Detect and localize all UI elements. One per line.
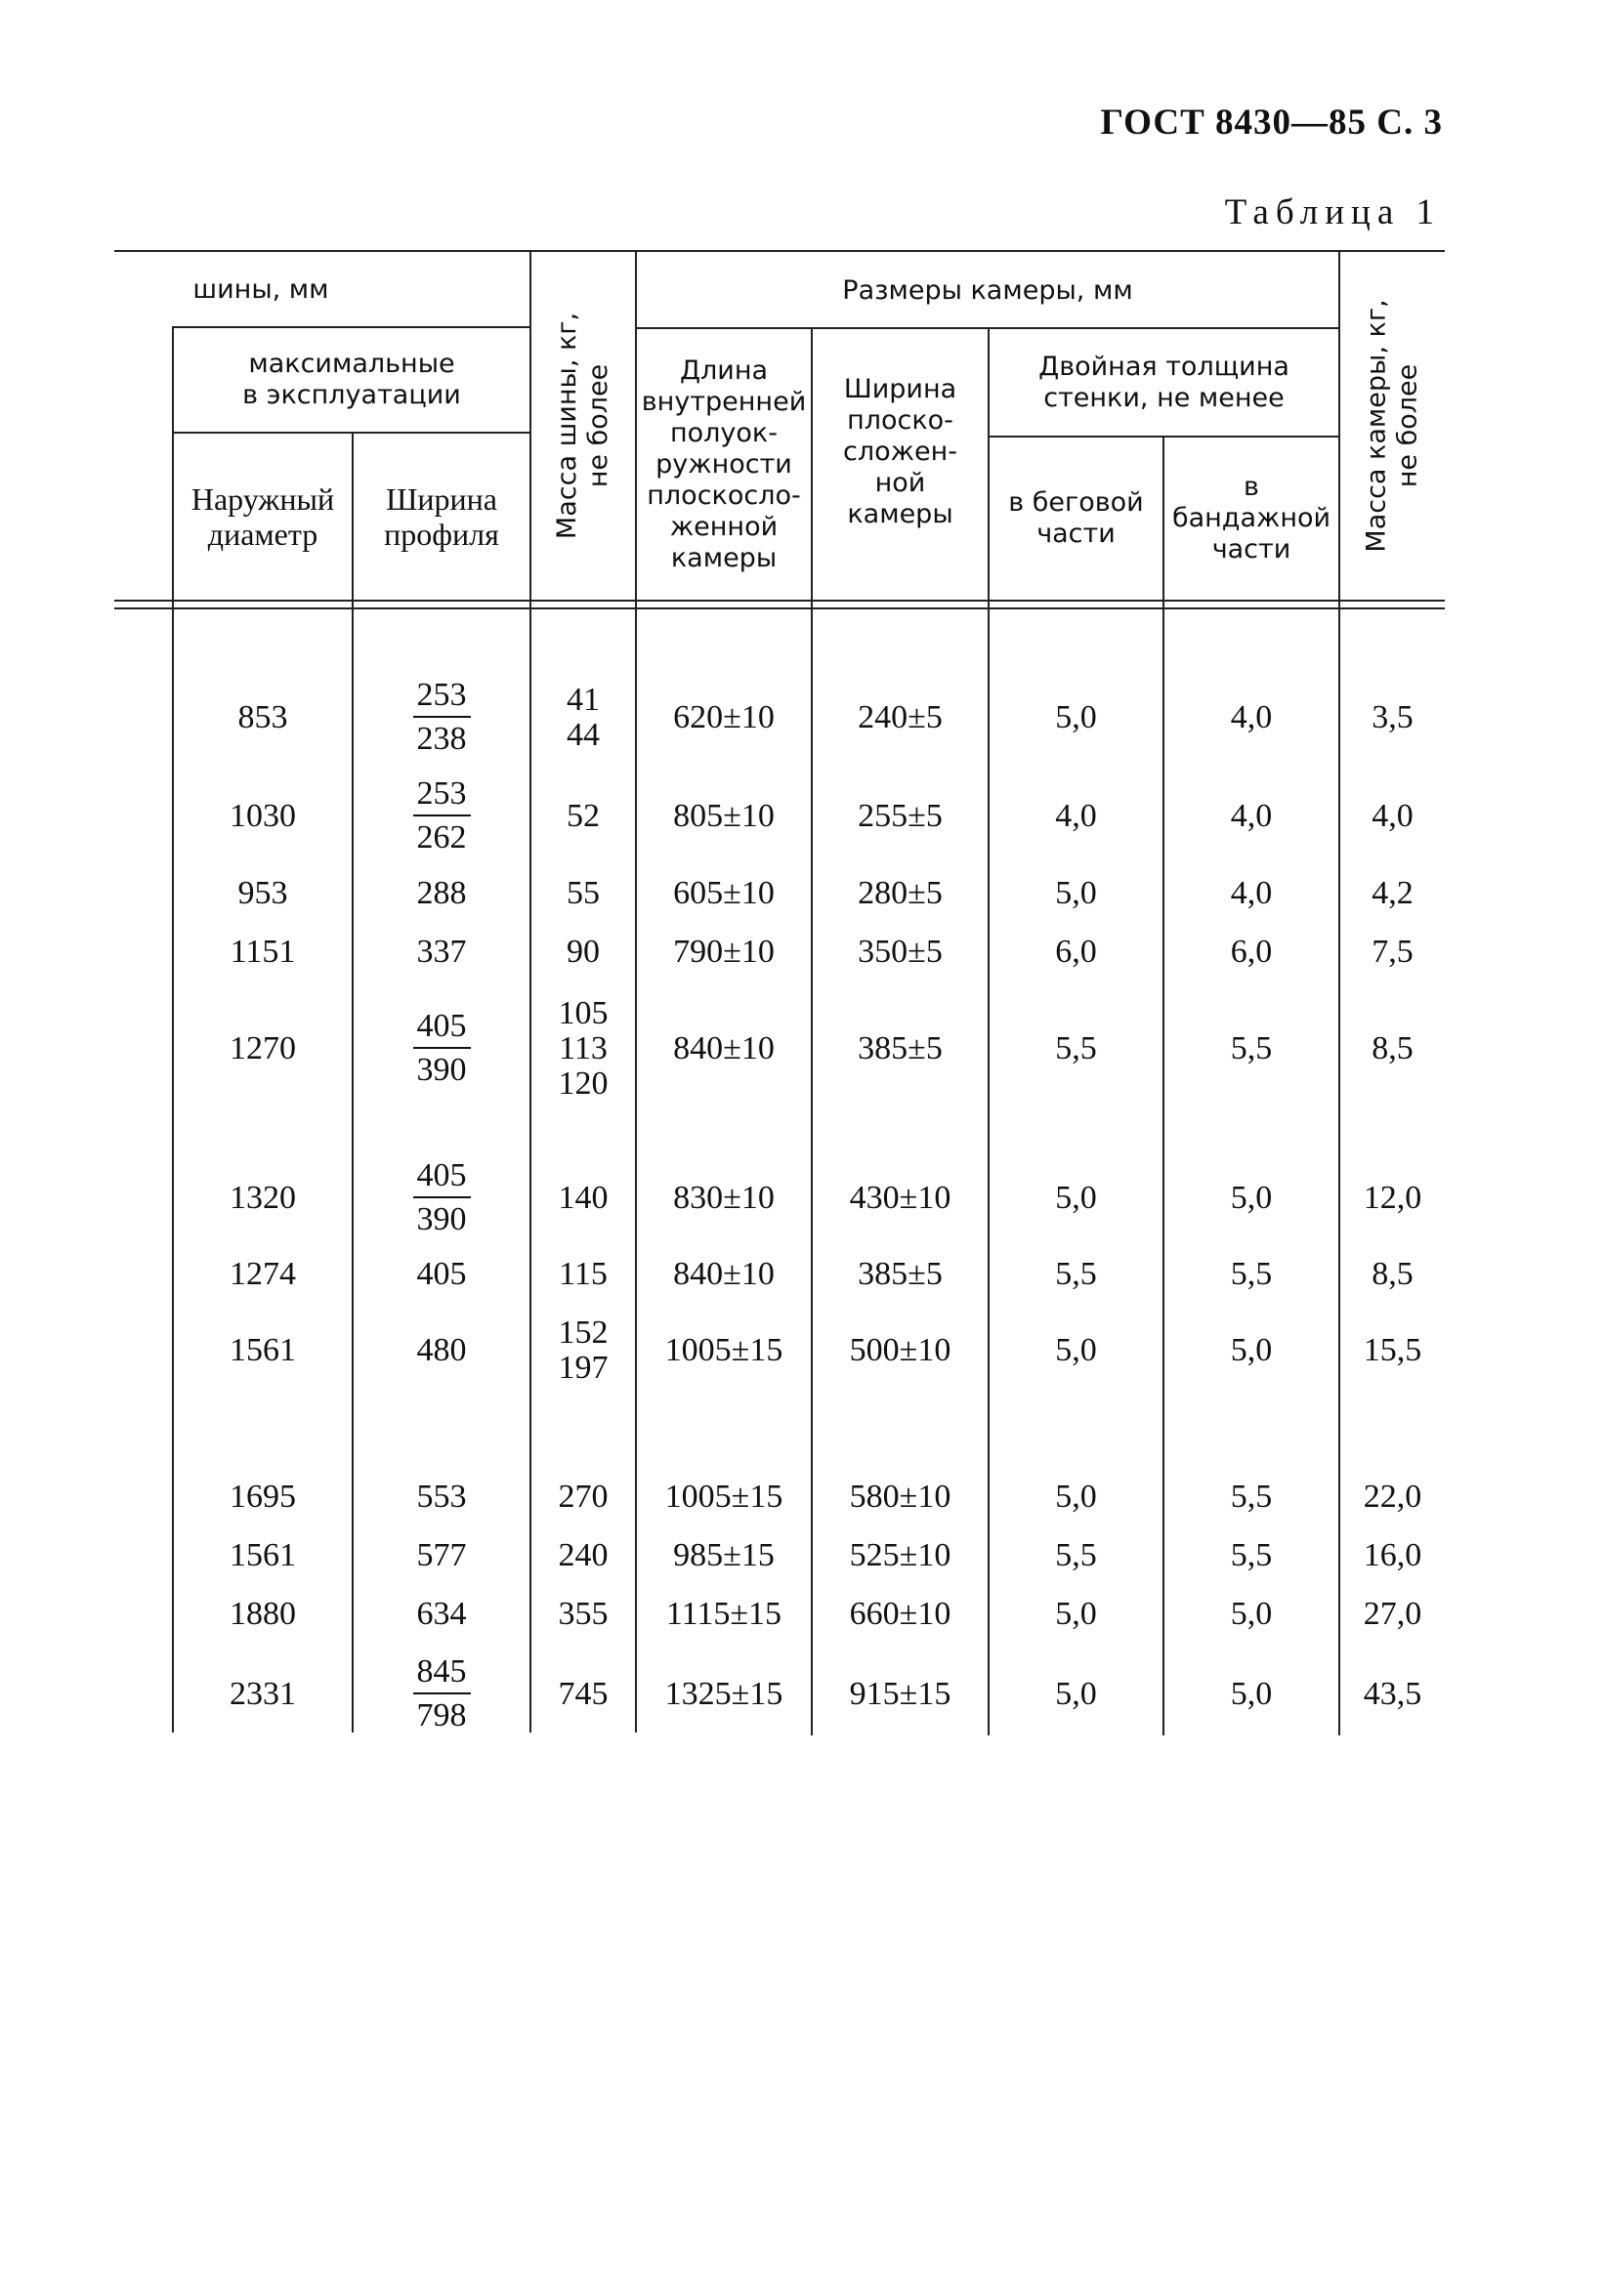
cell-value: 5,5: [1055, 1537, 1097, 1573]
value-stack: [559, 1677, 609, 1712]
stack-value: 553: [416, 1479, 467, 1515]
cell-flat: [813, 1636, 988, 1753]
cell-bead: [1164, 1292, 1338, 1409]
cell-value: 6,0: [1055, 934, 1097, 970]
cell-value: 1151: [230, 934, 296, 970]
width-denominator: 390: [416, 1052, 467, 1088]
cell-value: 5,0: [1230, 1180, 1273, 1216]
stack-value: 337: [416, 934, 467, 970]
cell-value: 280±5: [858, 875, 943, 911]
cell-tread: [990, 990, 1162, 1107]
cell-value: 255±5: [858, 798, 943, 834]
cell-value: 1005±15: [664, 1479, 783, 1515]
table-label: Таблица 1: [1224, 192, 1441, 232]
cell-value: 1005±15: [664, 1332, 783, 1368]
value-stack: [559, 996, 609, 1102]
stack-value: 355: [558, 1596, 609, 1632]
header-bottom-rule-2: [114, 607, 1445, 609]
width-numerator: 405: [413, 1157, 471, 1198]
cell-diameter: [174, 990, 352, 1107]
cell-value: 1561: [230, 1332, 296, 1368]
cell-value: 830±10: [673, 1180, 775, 1216]
cell-value: 5,5: [1230, 1256, 1273, 1292]
width-denominator: 238: [416, 721, 467, 757]
table-top-rule: [114, 250, 1445, 252]
double-wall-header: Двойная толщина стенки, не менее: [1038, 352, 1289, 413]
cell-value: 385±5: [858, 1030, 943, 1066]
stack-value: 120: [558, 1065, 609, 1102]
stack-value: 745: [558, 1676, 609, 1712]
cell-value: 1320: [230, 1180, 296, 1216]
tread-part-header: в беговой части: [1008, 487, 1144, 549]
cell-value: 1695: [230, 1479, 296, 1515]
max-operation-header: максимальные в эксплуатации: [242, 349, 461, 410]
cell-value: 915±15: [849, 1676, 951, 1712]
cell-value: 16,0: [1363, 1537, 1422, 1573]
cell-value: 840±10: [673, 1256, 775, 1292]
cell-tread: [990, 1292, 1162, 1409]
value-stack: [567, 799, 600, 834]
cell-value: 12,0: [1363, 1180, 1422, 1216]
cell-tire-mass: [531, 1292, 635, 1409]
tube-sizes-header: Размеры камеры, мм: [842, 275, 1133, 306]
value-stack: [559, 1257, 608, 1292]
cell-value: 5,5: [1055, 1030, 1097, 1066]
cell-width: [354, 1636, 529, 1753]
cell-value: 500±10: [849, 1332, 951, 1368]
cell-value: 2331: [230, 1676, 296, 1712]
profile-width-fraction: [413, 1008, 471, 1090]
stack-value: 44: [567, 717, 600, 753]
profile-width-header: Ширина профиля: [384, 481, 499, 552]
value-stack: [417, 935, 467, 970]
stack-value: 152: [558, 1315, 609, 1351]
width-denominator: 798: [416, 1697, 467, 1733]
cell-value: 1030: [230, 798, 296, 834]
cell-value: 985±15: [673, 1537, 775, 1573]
cell-value: 350±5: [858, 934, 943, 970]
cell-value: 5,0: [1230, 1332, 1273, 1368]
cell-value: 4,2: [1372, 875, 1414, 911]
cell-length: [637, 1636, 811, 1753]
tire-mass-header: Масса шины, кг, не более: [552, 312, 613, 540]
cell-value: 8,5: [1372, 1256, 1414, 1292]
cell-value: 27,0: [1363, 1596, 1422, 1632]
cell-value: 4,0: [1230, 699, 1273, 735]
page-header: ГОСТ 8430—85 С. 3: [1100, 103, 1443, 143]
cell-value: 5,0: [1230, 1676, 1273, 1712]
profile-width-fraction: [413, 1653, 471, 1735]
cell-tube-mass: [1340, 1636, 1445, 1753]
value-stack: [417, 1597, 467, 1632]
stack-value: 113: [559, 1030, 608, 1066]
profile-width-fraction: [413, 677, 471, 759]
cell-tire-mass: [531, 1636, 635, 1753]
cell-value: 605±10: [673, 875, 775, 911]
cell-bead: [1164, 1636, 1338, 1753]
cell-value: 840±10: [673, 1030, 775, 1066]
stack-value: 115: [559, 1256, 608, 1292]
cell-value: 6,0: [1230, 934, 1273, 970]
stack-value: 41: [567, 682, 600, 718]
outer-diameter-header: Наружный диаметр: [190, 481, 335, 552]
width-numerator: 253: [413, 677, 471, 718]
bead-part-header: в бандажной части: [1171, 472, 1331, 564]
value-stack: [559, 1597, 609, 1632]
value-stack: [567, 683, 600, 753]
cell-value: 8,5: [1372, 1030, 1414, 1066]
width-numerator: 845: [413, 1653, 471, 1694]
cell-value: 853: [237, 699, 288, 735]
cell-flat: [813, 990, 988, 1107]
cell-value: 1270: [230, 1030, 296, 1066]
stack-value: 577: [416, 1537, 467, 1573]
cell-value: 3,5: [1372, 699, 1414, 735]
cell-tube-mass: [1340, 990, 1445, 1107]
cell-value: 7,5: [1372, 934, 1414, 970]
cell-bead: [1164, 990, 1338, 1107]
cell-value: 5,0: [1055, 1479, 1097, 1515]
cell-value: 5,5: [1230, 1030, 1273, 1066]
cell-value: 43,5: [1363, 1676, 1422, 1712]
cell-value: 1561: [230, 1537, 296, 1573]
cell-length: [637, 990, 811, 1107]
cell-width: [354, 1292, 529, 1409]
stack-value: 90: [567, 934, 600, 970]
cell-flat: [813, 1292, 988, 1409]
cell-diameter: [174, 1636, 352, 1753]
stack-value: 405: [416, 1256, 467, 1292]
cell-value: 430±10: [849, 1180, 951, 1216]
value-stack: [559, 1181, 609, 1216]
cell-value: 4,0: [1230, 798, 1273, 834]
cell-value: 5,0: [1055, 1332, 1097, 1368]
width-numerator: 405: [413, 1008, 471, 1049]
cell-value: 5,5: [1230, 1479, 1273, 1515]
cell-value: 620±10: [673, 699, 775, 735]
cell-tread: [990, 1636, 1162, 1753]
cell-value: 5,0: [1055, 699, 1097, 735]
cell-value: 1325±15: [664, 1676, 783, 1712]
cell-diameter: [174, 1292, 352, 1409]
cell-value: 5,0: [1055, 1596, 1097, 1632]
cell-value: 953: [237, 875, 288, 911]
cell-value: 5,0: [1230, 1596, 1273, 1632]
value-stack: [417, 1257, 467, 1292]
cell-value: 4,0: [1372, 798, 1414, 834]
stack-value: 105: [558, 995, 609, 1031]
cell-value: 1880: [230, 1596, 296, 1632]
cell-value: 580±10: [849, 1479, 951, 1515]
value-stack: [567, 935, 600, 970]
stack-value: 240: [558, 1537, 609, 1573]
stack-value: 140: [558, 1180, 609, 1216]
stack-value: 634: [416, 1596, 467, 1632]
cell-value: 385±5: [858, 1256, 943, 1292]
stack-value: 52: [567, 798, 600, 834]
cell-value: 5,0: [1055, 875, 1097, 911]
width-numerator: 253: [413, 775, 471, 816]
cell-width: [354, 990, 529, 1107]
stack-value: 270: [558, 1479, 609, 1515]
cell-value: 5,0: [1055, 1180, 1097, 1216]
cell-value: 15,5: [1363, 1332, 1422, 1368]
cell-tire-mass: [531, 990, 635, 1107]
cell-value: 240±5: [858, 699, 943, 735]
cell-value: 805±10: [673, 798, 775, 834]
cell-value: 1274: [230, 1256, 296, 1292]
cell-value: 22,0: [1363, 1479, 1422, 1515]
tube-mass-header: Масса камеры, кг, не более: [1361, 299, 1423, 553]
value-stack: [559, 1315, 609, 1386]
cell-length: [637, 1292, 811, 1409]
flat-width-header: Ширина плоско- сложен- ной камеры: [843, 374, 957, 529]
cell-value: 5,0: [1055, 1676, 1097, 1712]
cell-tube-mass: [1340, 1292, 1445, 1409]
cell-value: 660±10: [849, 1596, 951, 1632]
tire-group-header: шины, мм: [192, 274, 329, 305]
cell-value: 4,0: [1230, 875, 1273, 911]
cell-value: 5,5: [1055, 1256, 1097, 1292]
stack-value: 288: [416, 875, 467, 911]
header-bottom-rule: [114, 600, 1445, 602]
cell-value: 5,5: [1230, 1537, 1273, 1573]
cell-value: 4,0: [1055, 798, 1097, 834]
cell-value: 790±10: [673, 934, 775, 970]
stack-value: 55: [567, 875, 600, 911]
inner-length-header: Длина внутренней полуок- ружности плоскосло- женной камеры: [641, 355, 807, 573]
cell-value: 525±10: [849, 1537, 951, 1573]
stack-value: 480: [416, 1332, 467, 1368]
width-denominator: 390: [416, 1201, 467, 1237]
stack-value: 197: [558, 1350, 609, 1386]
cell-value: 1115±15: [665, 1596, 782, 1632]
value-stack: [417, 1333, 467, 1368]
width-denominator: 262: [416, 819, 467, 856]
